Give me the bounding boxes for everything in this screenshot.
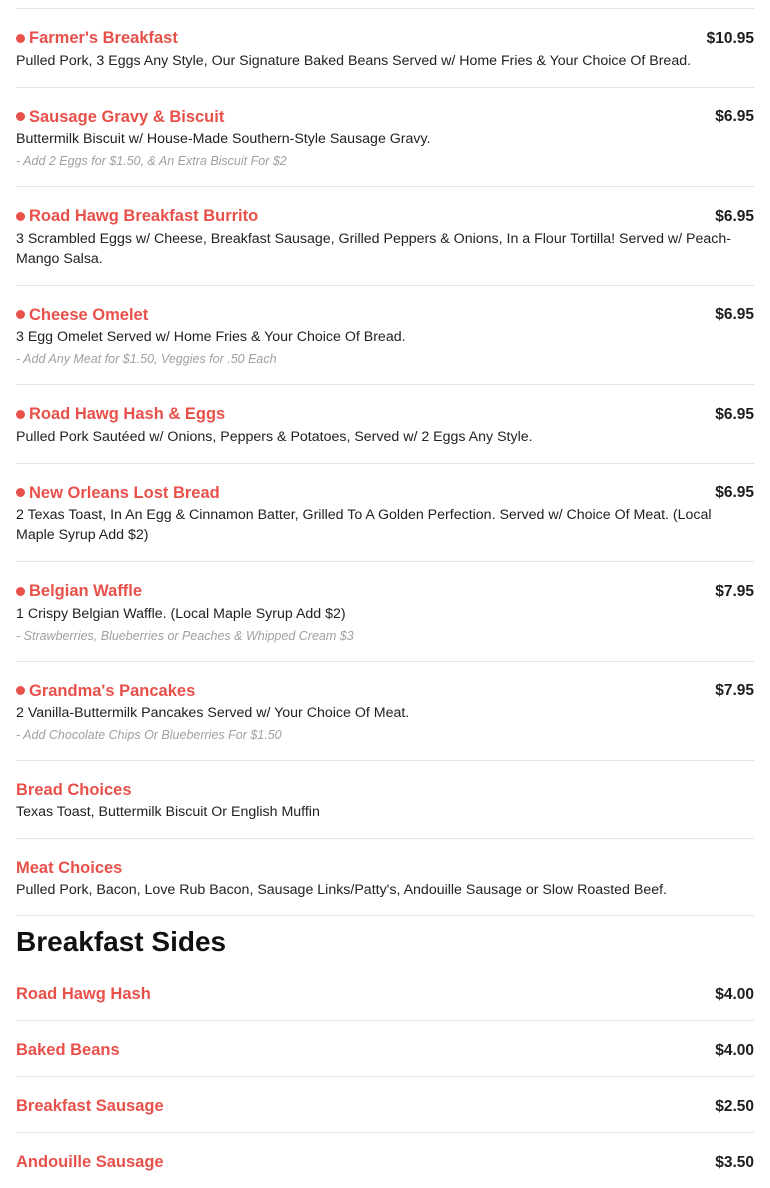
menu-item-title: Belgian Waffle xyxy=(16,581,142,601)
choice-description: Texas Toast, Buttermilk Biscuit Or English Muffin xyxy=(16,804,320,820)
menu-item-price: $6.95 xyxy=(715,207,754,225)
menu-item-description: 3 Scrambled Eggs w/ Cheese, Breakfast Sausage, Grilled Peppers & Onions, In a Flour Tortilla! Served w/ Peach-Mango Salsa. xyxy=(16,230,731,267)
side-item-price: $4.00 xyxy=(715,1042,754,1059)
side-item xyxy=(16,1132,754,1188)
menu-item xyxy=(16,285,754,385)
side-item-title: Road Hawg Hash xyxy=(16,985,151,1003)
bullet-dot-icon xyxy=(16,310,25,319)
side-item xyxy=(16,974,754,1020)
bullet-dot-icon xyxy=(16,587,25,596)
menu-item-title: Road Hawg Breakfast Burrito xyxy=(16,206,258,226)
menu-item-description: 3 Egg Omelet Served w/ Home Fries & Your Choice Of Bread. xyxy=(16,329,406,345)
menu-item-title: Sausage Gravy & Biscuit xyxy=(16,107,224,127)
menu-item-description: 1 Crispy Belgian Waffle. (Local Maple Syrup Add $2) xyxy=(16,605,346,622)
bullet-dot-icon xyxy=(16,410,25,419)
menu-item-price: $7.95 xyxy=(715,682,754,699)
side-item-title: Baked Beans xyxy=(16,1041,120,1059)
menu-item-addon-note: - Add Any Meat for $1.50, Veggies for .50 Each xyxy=(16,352,277,366)
menu-item xyxy=(16,463,754,562)
bullet-dot-icon xyxy=(16,34,25,43)
menu-item xyxy=(16,561,754,661)
bullet-dot-icon xyxy=(16,488,25,497)
side-item-title: Breakfast Sausage xyxy=(16,1097,164,1115)
menu-item-price: $6.95 xyxy=(715,108,754,125)
menu-list xyxy=(16,8,754,1188)
menu-item-addon-note: - Strawberries, Blueberries or Peaches & Whipped Cream $3 xyxy=(16,628,354,643)
menu-item-price: $6.95 xyxy=(715,405,754,423)
menu-item-title: Farmer's Breakfast xyxy=(16,28,178,48)
menu-item-price: $10.95 xyxy=(706,29,754,47)
menu-item xyxy=(16,87,754,187)
menu-item-price: $6.95 xyxy=(715,306,754,323)
menu-item-title: Cheese Omelet xyxy=(16,305,148,325)
menu-item-title: New Orleans Lost Bread xyxy=(16,483,220,503)
menu-item-price: $6.95 xyxy=(715,484,754,501)
side-item-price: $2.50 xyxy=(715,1098,754,1115)
side-item-price: $4.00 xyxy=(715,986,754,1003)
menu-item-description: Pulled Pork Sautéed w/ Onions, Peppers & Potatoes, Served w/ 2 Eggs Any Style. xyxy=(16,428,533,445)
choice-description: Pulled Pork, Bacon, Love Rub Bacon, Sausage Links/Patty's, Andouille Sausage or Slow Roasted Beef. xyxy=(16,882,668,898)
menu-item xyxy=(16,661,754,761)
choice-title: Meat Choices xyxy=(16,859,123,877)
section-title: Breakfast Sides xyxy=(16,926,227,957)
menu-item-addon-note: - Add 2 Eggs for $1.50, & An Extra Biscuit For $2 xyxy=(16,154,287,168)
menu-item-title: Road Hawg Hash & Eggs xyxy=(16,404,225,424)
bullet-dot-icon xyxy=(16,686,25,695)
side-item-price: $3.50 xyxy=(715,1154,754,1171)
side-item xyxy=(16,1020,754,1076)
menu-item-price: $7.95 xyxy=(715,582,754,600)
bullet-dot-icon xyxy=(16,112,25,121)
menu-item-title: Grandma's Pancakes xyxy=(16,681,195,701)
choice-title: Bread Choices xyxy=(16,781,132,799)
menu-item-description: 2 Texas Toast, In An Egg & Cinnamon Batter, Grilled To A Golden Perfection. Served w/ Choice Of Meat. (Local Maple Syrup Add $2) xyxy=(16,507,712,543)
menu-item-description: Pulled Pork, 3 Eggs Any Style, Our Signature Baked Beans Served w/ Home Fries & Your Choice Of Bread. xyxy=(16,52,692,69)
section-header-breakfast-sides xyxy=(16,915,754,974)
menu-item xyxy=(16,186,754,285)
menu-item-addon-note: - Add Chocolate Chips Or Blueberries For $1.50 xyxy=(16,728,282,742)
bullet-dot-icon xyxy=(16,212,25,221)
menu-item-description: Buttermilk Biscuit w/ House-Made Southern-Style Sausage Gravy. xyxy=(16,131,431,147)
menu-item xyxy=(16,384,754,463)
side-item xyxy=(16,1076,754,1132)
menu-item xyxy=(16,8,754,87)
choice-group-bread xyxy=(16,760,754,838)
menu-item-description: 2 Vanilla-Buttermilk Pancakes Served w/ Your Choice Of Meat. xyxy=(16,705,410,721)
side-item-title: Andouille Sausage xyxy=(16,1153,164,1171)
choice-group-meat xyxy=(16,838,754,915)
